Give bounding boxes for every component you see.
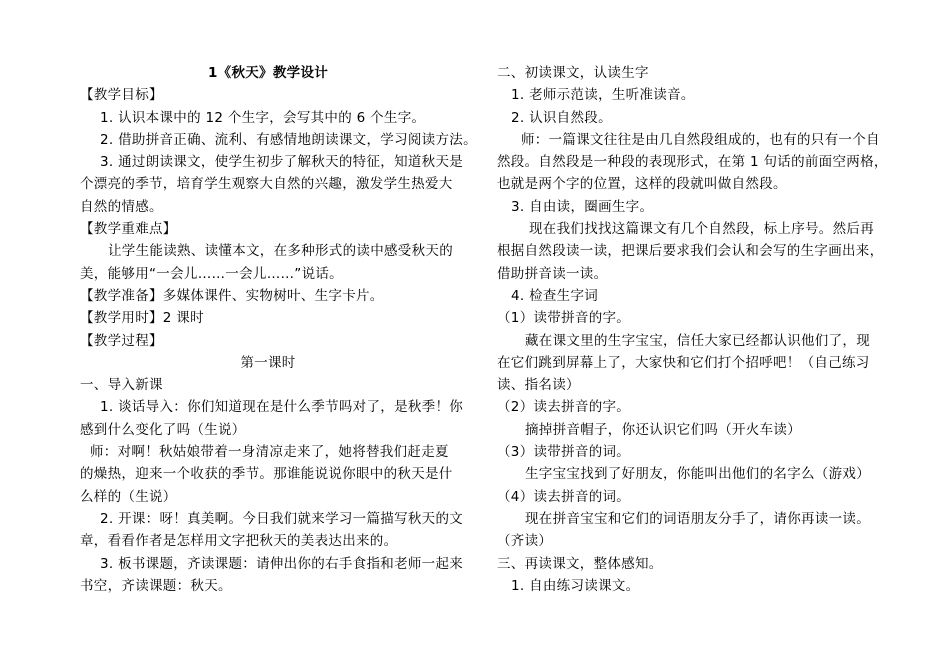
text-line: 藏在课文里的生字宝宝，信任大家已经都认识他们了，现 (525, 332, 870, 349)
text-line: 借助拼音读一读。 (497, 265, 608, 282)
section-heading: 【教学目标】 (80, 87, 163, 104)
text-line: 1. 老师示范读，生听准读音。 (511, 87, 695, 104)
text-line: （3）读带拼音的词。 (497, 444, 631, 461)
text-line: 1. 自由练习读课文。 (511, 577, 640, 594)
text-line: 2. 认识自然段。 (511, 109, 612, 126)
text-line: 在它们跳到屏幕上了，大家快和它们打个招呼吧！（自己练习 (497, 354, 870, 371)
section-heading: 二、初读课文，认读生字 (497, 65, 649, 81)
text-line: 3. 板书课题，齐读课题：请伸出你的右手食指和老师一起来 (100, 555, 464, 572)
text-line: 的燥热，迎来一个收获的季节。那谁能说说你眼中的秋天是什 (80, 466, 453, 483)
text-line: 2. 开课：呀！真美啊。今日我们就来学习一篇描写秋天的文 (100, 510, 464, 527)
text-line: 美，能够用“一会儿……一会儿……”说话。 (80, 265, 343, 282)
section-heading: 【教学过程】 (80, 332, 163, 349)
text-line: （2）读去拼音的字。 (497, 399, 631, 416)
text-line: 么样的（生说） (80, 488, 177, 505)
section-heading: 【教学重难点】 (80, 221, 177, 238)
right-column (497, 62, 888, 597)
text-line: 4. 检查生字词 (511, 287, 599, 304)
text-line: 让学生能读熟、读懂本文，在多种形式的读中感受秋天的 (108, 243, 453, 260)
text-line: 然段。自然段是一种段的表现形式，在第 1 句话的前面空两格， (497, 154, 888, 171)
text-line: 感到什么变化了吗（生说） (80, 421, 246, 438)
text-line: 生字宝宝找到了好朋友，你能叫出他们的名字么（游戏） (525, 466, 870, 483)
text-line: 书空，齐读课题：秋天。 (80, 577, 232, 594)
section-heading: 【教学用时】2 课时 (80, 310, 204, 327)
text-line: 章，看看作者是怎样用文字把秋天的美表达出来的。 (80, 533, 398, 550)
text-line: 读、指名读） (497, 377, 580, 394)
section-heading: 三、再读课文，整体感知。 (497, 555, 663, 572)
text-line: 1. 谈话导入：你们知道现在是什么季节吗对了，是秋季！你 (100, 399, 464, 416)
left-column (80, 62, 477, 597)
document-title: 1《秋天》教学设计 (207, 65, 329, 81)
section-heading: 【教学准备】多媒体课件、实物树叶、生字卡片。 (80, 287, 384, 304)
text-line: （1）读带拼音的字。 (497, 310, 631, 327)
text-line: （4）读去拼音的词。 (497, 488, 631, 505)
text-line: 师：一篇课文往往是由几自然段组成的，也有的只有一个自 (521, 131, 880, 148)
text-line: 1. 认识本课中的 12 个生字，会写其中的 6 个生字。 (100, 109, 426, 126)
text-line: 也就是两个字的位置，这样的段就叫做自然段。 (497, 176, 787, 193)
text-line: 现在我们找找这篇课文有几个自然段，标上序号。然后再 (529, 221, 874, 238)
text-line: 个漂亮的季节，培育学生观察大自然的兴趣，激发学生热爱大 (80, 176, 453, 193)
section-heading: 一、导入新课 (80, 377, 163, 394)
text-line: 摘掉拼音帽子，你还认识它们吗（开火车读） (525, 421, 801, 438)
text-line: 2. 借助拼音正确、流利、有感情地朗读课文，学习阅读方法。 (100, 131, 477, 148)
text-line: （齐读） (497, 533, 553, 550)
lesson-heading: 第一课时 (240, 354, 296, 371)
text-line: 3. 通过朗读课文，使学生初步了解秋天的特征，知道秋天是 (100, 154, 464, 171)
text-line: 根据自然段读一读，把课后要求我们会认和会写的生字画出来， (497, 243, 884, 260)
text-line: 3. 自由读，圈画生字。 (511, 198, 654, 215)
text-line: 现在拼音宝宝和它们的词语朋友分手了，请你再读一读。 (525, 510, 870, 527)
text-line: 自然的情感。 (80, 198, 163, 215)
text-line: 师：对啊！秋姑娘带着一身清凉走来了，她将替我们赶走夏 (90, 444, 449, 461)
